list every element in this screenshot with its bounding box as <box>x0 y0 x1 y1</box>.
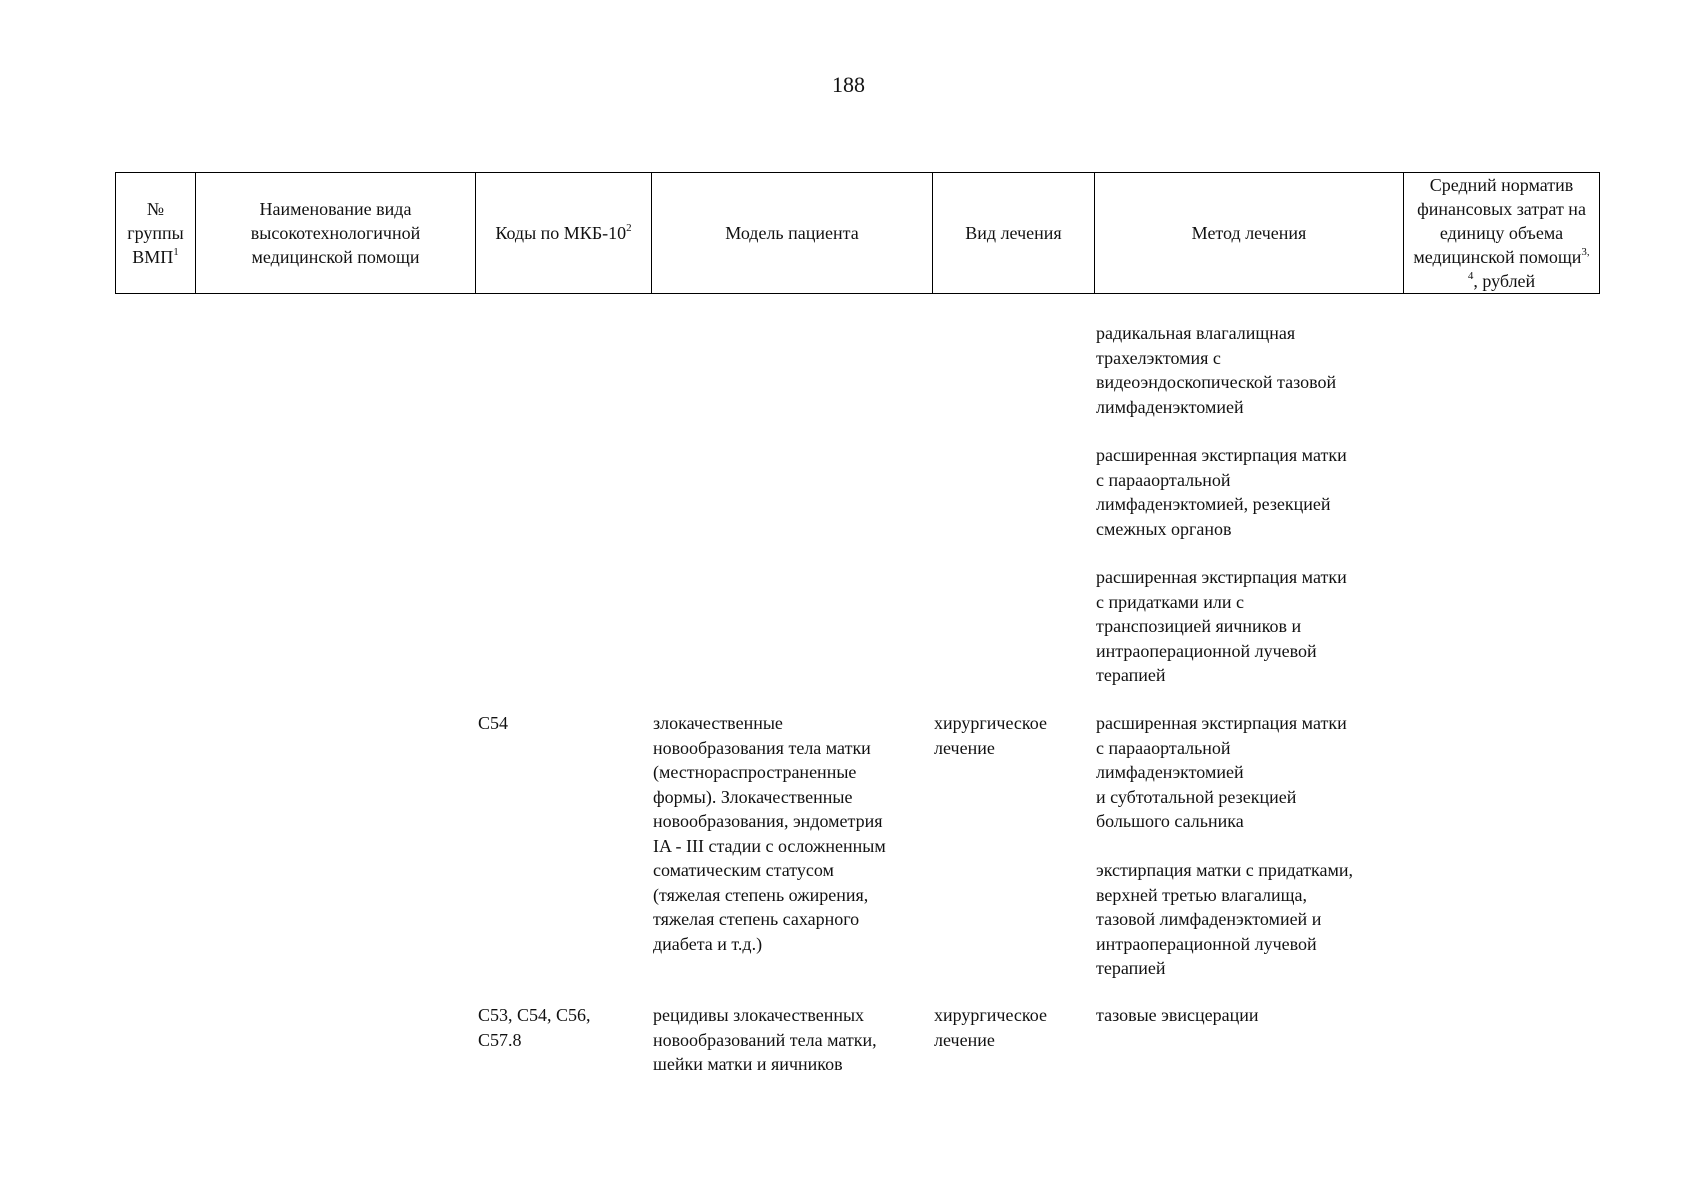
header-icd-codes: Коды по МКБ-$10^2$ <box>476 173 652 294</box>
header-care-type: Наименование вида высокотехнологичной медицинской помощи <box>196 173 476 294</box>
method-cell: расширенная экстирпация матки с придатками или с транспозицией яичников и интраоперационной лучевой терапией <box>1096 567 1347 685</box>
header-treatment-type: Вид лечения <box>933 173 1095 294</box>
header-treatment-method: Метод лечения <box>1095 173 1404 294</box>
header-cost-norm: Средний норматив финансовых затрат на единицу объема медицинской помощи$^{3, 4}$, рублей <box>1404 173 1600 294</box>
method-cell: экстирпация матки с придатками, верхней третью влагалища, тазовой лимфаденэктомией и интраоперационной лучевой терапией <box>1096 860 1354 978</box>
treatment-type-cell: хирургическое лечение <box>934 713 1047 758</box>
header-group-number: № группы ВМП$^1$ <box>116 173 196 294</box>
treatment-type-cell: хирургическое лечение <box>934 1005 1047 1050</box>
method-cell: расширенная экстирпация матки с парааортальной лимфаденэктомией и субтотальной резекцией большого сальника <box>1096 713 1347 831</box>
page-number: 188 <box>832 72 865 97</box>
table-header <box>115 172 1600 294</box>
method-cell: тазовые эвисцерации <box>1096 1005 1259 1025</box>
method-cell: расширенная экстирпация матки с парааортальной лимфаденэктомией, резекцией смежных органов <box>1096 445 1347 539</box>
method-cell: радикальная влагалищная трахелэктомия с видеоэндоскопической тазовой лимфаденэктомией <box>1096 323 1337 417</box>
icd-code-cell: C53, C54, C56, C57.8 <box>478 1005 591 1050</box>
patient-model-cell: рецидивы злокачественных новообразований тела матки, шейки матки и яичников <box>653 1005 877 1074</box>
icd-code-cell: C54 <box>478 713 509 733</box>
patient-model-cell: злокачественные новообразования тела матки (местнораспространенные формы). Злокачественные новообразования, эндометрия IA - III стадии с осложненным соматическим статусом (тяжелая степень ожирения, тяжелая степень сахарного диабета и т.д.) <box>653 713 886 954</box>
header-patient-model: Модель пациента <box>652 173 933 294</box>
